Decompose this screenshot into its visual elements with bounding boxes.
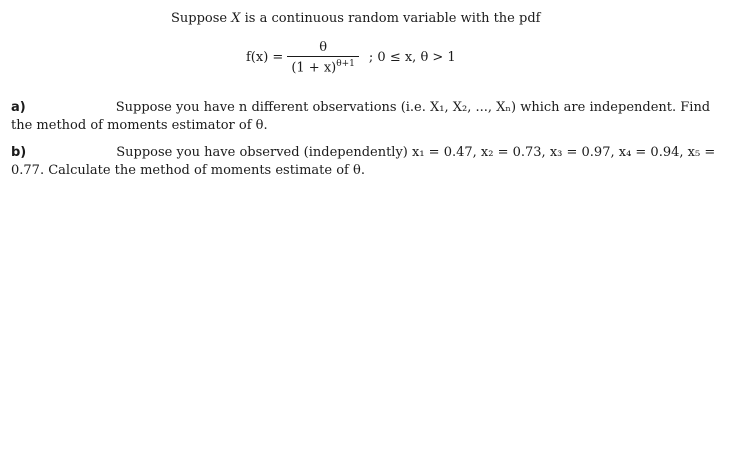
part-a-line-2: the method of moments estimator of θ. <box>11 118 268 133</box>
formula-fraction <box>287 40 359 75</box>
part-a-line-1: Suppose you have n different observations (i.e. X₁, X₂, ..., Xₙ) which are independent. Find <box>115 100 711 115</box>
question-part-b <box>11 144 716 180</box>
part-b-line-2: 0.77. Calculate the method of moments estimate of θ. <box>11 163 365 178</box>
question-part-a <box>11 99 711 135</box>
part-b-label: b) <box>11 145 27 160</box>
formula-denominator-exponent: θ+1 <box>336 59 355 69</box>
problem-intro <box>171 11 540 26</box>
formula-condition: ; 0 ≤ x, θ > 1 <box>368 50 456 66</box>
part-a-label: a) <box>11 100 26 115</box>
formula-numerator: θ <box>319 40 328 55</box>
intro-variable: X <box>231 11 241 26</box>
pdf-formula <box>246 40 456 75</box>
intro-text-before: Suppose <box>171 11 232 26</box>
formula-denominator <box>287 56 359 75</box>
part-b-line-1: Suppose you have observed (independently) x₁ = 0.47, x₂ = 0.73, x₃ = 0.97, x₄ = 0.94, x₅ = <box>116 145 716 160</box>
formula-denominator-base: (1 + x) <box>291 60 337 76</box>
intro-text-after: is a continuous random variable with the pdf <box>240 11 541 26</box>
formula-lhs: f(x) = <box>246 50 284 66</box>
